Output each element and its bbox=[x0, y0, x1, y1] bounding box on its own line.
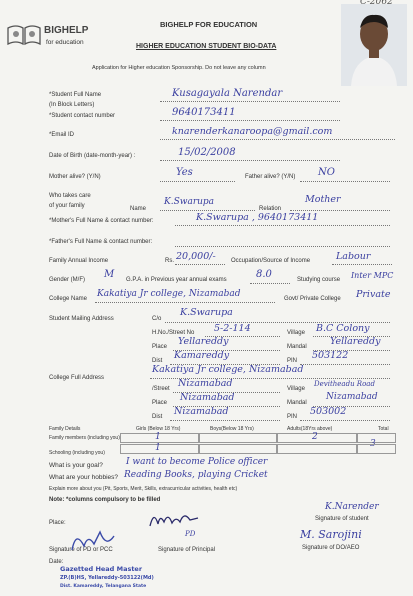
label-hno: H.No./Street No bbox=[152, 330, 195, 336]
value-co: K.Swarupa bbox=[180, 307, 233, 318]
principal-signature bbox=[146, 508, 206, 532]
value-village: B.C Colony bbox=[316, 323, 370, 334]
do-signature: M. Sarojini bbox=[300, 528, 362, 541]
value-hobbies: Reading Books, playing Cricket bbox=[124, 470, 268, 480]
label-college-name: College Name bbox=[49, 296, 88, 302]
label-full-name: *Student Full Name bbox=[49, 92, 102, 98]
value-full-name: Kusagayala Narendar bbox=[172, 88, 283, 99]
label-sig-student: Signature of student bbox=[315, 516, 369, 522]
org-name: BIGHELP FOR EDUCATION bbox=[160, 20, 258, 29]
label-sig-principal: Signature of Principal bbox=[158, 547, 216, 553]
label-family-income: Family Annual Income bbox=[49, 258, 109, 264]
value-hno: 5-2-114 bbox=[214, 323, 251, 334]
value-gpa: 8.0 bbox=[256, 269, 272, 280]
logo-name: BIGHELP bbox=[44, 25, 89, 36]
stamp-line2: Dist. Kamareddy, Telangana State bbox=[60, 584, 147, 589]
label-dist: Dist bbox=[152, 358, 163, 364]
value-college-dist: Nizamabad bbox=[174, 406, 229, 417]
label-boys: Boys(Below 18 Yrs) bbox=[210, 426, 254, 432]
label-studying-course: Studying course bbox=[297, 277, 341, 283]
label-mandal: Mandal bbox=[287, 344, 307, 350]
value-occupation: Labour bbox=[336, 251, 371, 262]
label-father-name: *Father's Full Name & contact number: bbox=[49, 239, 153, 245]
label-college-street: /Street bbox=[152, 386, 170, 392]
stamp-title: Gazetted Head Master bbox=[60, 565, 143, 573]
label-college-mandal: Mandal bbox=[287, 400, 307, 406]
value-goal: I want to become Police officer bbox=[126, 457, 268, 467]
value-college-village: Devitheadu Road bbox=[314, 380, 375, 388]
value-adults: 2 bbox=[312, 432, 318, 442]
value-email: knarenderkanaroopa@gmail.com bbox=[172, 126, 333, 137]
value-college-street: Nizamabad bbox=[178, 378, 233, 389]
label-college-pin: PIN bbox=[287, 414, 298, 420]
value-college-address: Kakatiya Jr college, Nizamabad bbox=[152, 364, 304, 375]
label-goal: What is your goal? bbox=[49, 462, 103, 469]
note: Note: *columns compulsory to be filled bbox=[49, 497, 161, 503]
label-name: Name bbox=[130, 206, 147, 212]
label-college-place: Place bbox=[152, 400, 168, 406]
value-care-name: K.Swarupa bbox=[164, 197, 215, 207]
value-dob: 15/02/2008 bbox=[178, 147, 236, 158]
label-college-village: Village bbox=[287, 386, 305, 392]
cell-boys bbox=[198, 433, 278, 443]
value-total: 3 bbox=[370, 439, 376, 449]
label-occupation: Occupation/Source of Income bbox=[231, 258, 311, 264]
student-signature: K.Narender bbox=[325, 502, 379, 512]
value-college-pin: 503002 bbox=[310, 406, 347, 417]
value-place: Yellareddy bbox=[178, 336, 229, 347]
value-father-alive: NO bbox=[318, 167, 335, 178]
label-college-type: Govt/ Private College bbox=[284, 296, 341, 302]
label-mother-name: *Mother's Full Name & contact number: bbox=[49, 218, 154, 224]
label-email: *Email ID bbox=[49, 132, 75, 138]
value-college-place: Nizamabad bbox=[180, 392, 235, 403]
value-contact: 9640173411 bbox=[172, 107, 236, 118]
form-title: HIGHER EDUCATION STUDENT BIO-DATA bbox=[136, 43, 277, 50]
label-block-letters: (In Block Letters) bbox=[49, 102, 95, 108]
label-total: Total bbox=[378, 426, 389, 432]
book-icon bbox=[6, 22, 42, 46]
instruction: Application for Higher education Sponsorship. Do not leave any column bbox=[92, 65, 266, 71]
value-course: Inter MPC bbox=[351, 271, 394, 280]
label-place-footer: Place: bbox=[49, 520, 66, 526]
student-photo bbox=[341, 4, 407, 86]
value-schooling: 1 bbox=[155, 443, 161, 453]
label-mailing-address: Student Mailing Address bbox=[49, 316, 114, 322]
label-rs: Rs. bbox=[165, 258, 174, 264]
cell-schooling-adults bbox=[276, 444, 358, 454]
stamp-line1: ZP.(B)HS, Yellareddy-503122(Md) bbox=[60, 575, 154, 581]
value-care-relation: Mother bbox=[305, 194, 341, 205]
label-pin: PIN bbox=[287, 358, 298, 364]
logo bbox=[6, 14, 126, 54]
label-co: C/o bbox=[152, 316, 162, 322]
value-dist: Kamareddy bbox=[174, 350, 230, 361]
label-date-footer: Date: bbox=[49, 559, 64, 565]
label-sig-pd: Signature of PD or PCC bbox=[49, 547, 113, 553]
cell-schooling-boys bbox=[198, 444, 278, 454]
label-college-dist: Dist bbox=[152, 414, 163, 420]
label-schooling: Schooling (including you) bbox=[49, 450, 105, 456]
label-girls: Girls (Below 18 Yrs) bbox=[136, 426, 181, 432]
label-dob: Date of Birth (date-month-year) : bbox=[49, 153, 136, 159]
label-who-takes-care: Who takes care bbox=[49, 193, 91, 199]
pd-signature: PD bbox=[185, 530, 196, 538]
value-mother-alive: Yes bbox=[176, 167, 193, 178]
label-of-your-family: of your family bbox=[49, 203, 85, 209]
value-girls: 1 bbox=[155, 432, 161, 442]
logo-sub: for education bbox=[46, 39, 84, 46]
value-mother-name: K.Swarupa , 9640173411 bbox=[196, 212, 319, 223]
label-adults: Adults(18Yrs above) bbox=[287, 426, 333, 432]
label-village: Village bbox=[287, 330, 305, 336]
label-relation: Relation bbox=[259, 206, 282, 212]
label-family-members: Family members (including you) bbox=[49, 435, 120, 441]
label-mother-alive: Mother alive? (Y/N) bbox=[49, 174, 101, 180]
label-father-alive: Father alive? (Y/N) bbox=[245, 174, 296, 180]
label-gpa: G.P.A. in Previous year annual exams bbox=[126, 277, 227, 283]
value-pin: 503122 bbox=[312, 350, 349, 361]
stamp-signature bbox=[66, 526, 126, 556]
label-sig-do: Signature of DO/AEO bbox=[302, 545, 360, 551]
value-mandal: Yellareddy bbox=[330, 336, 381, 347]
cell-total bbox=[356, 433, 396, 443]
label-college-address: College Full Address bbox=[49, 375, 105, 381]
cell-schooling-total bbox=[356, 444, 396, 454]
label-family-details: Family Details bbox=[49, 426, 81, 432]
value-income: 20,000/- bbox=[176, 251, 216, 262]
value-gender: M bbox=[104, 269, 115, 280]
label-contact: *Student contact number bbox=[49, 113, 116, 119]
label-gender: Gender (M/F) bbox=[49, 277, 86, 283]
label-explain: Explain more about you (Pit, Sports, Merit, Skills, extracurricular activities, health etc) bbox=[49, 486, 238, 492]
value-college-name: Kakatiya Jr college, Nizamabad bbox=[97, 289, 241, 299]
value-college-type: Private bbox=[356, 289, 391, 300]
label-place: Place bbox=[152, 344, 168, 350]
label-hobbies: What are your hobbies? bbox=[49, 474, 119, 481]
value-college-mandal: Nizamabad bbox=[326, 392, 378, 402]
